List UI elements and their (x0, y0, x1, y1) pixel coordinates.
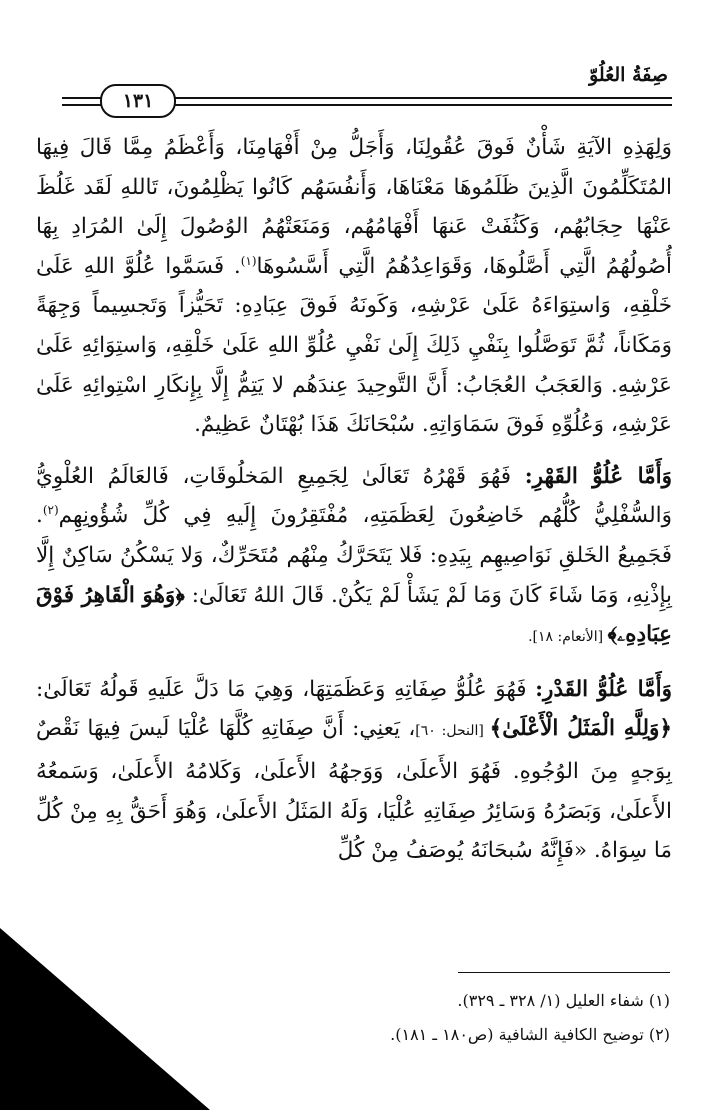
verse-reference-2: [النحل: ٦٠] (415, 723, 490, 740)
verse-reference-1: [الأنعام: ١٨]. (528, 629, 608, 646)
paragraph-3-text: فَهُوَ عُلُوُّ صِفَاتِهِ وَعَظَمَتِهَا، وَهِيَ مَا دَلَّ عَلَيهِ قَولُهُ تَعَالَىٰ: (36, 676, 536, 702)
page-header (0, 0, 708, 120)
footnotes (38, 984, 670, 1052)
footnote-separator (458, 972, 670, 973)
paragraph-2-heading: وَأَمَّا عُلُوُّ القَهْرِ: (524, 463, 673, 489)
paragraph-2-text: فَهُوَ قَهْرُهُ تَعَالَىٰ لِجَمِيعِ المَخلُوقَاتِ، فَالعَالَمُ العُلْوِيُّ وَالسُّفْلِيُّ كُلُّهُم خَاضِعُونَ لِعَظَمَتِهِ، مُفْتَقِرُونَ إِلَيهِ فِي كُلِّ شُؤُونِهِم (36, 463, 672, 529)
paragraph-3-heading: وَأَمَّا عُلُوُّ القَدْرِ: (535, 676, 673, 702)
running-title: صِفَةُ العُلُوّ (589, 64, 668, 86)
paragraph-1-text: وَلِهَذِهِ الآيَةِ شَأْنٌ فَوقَ عُقُولِنَا، وَأَجَلُّ مِنْ أَفْهَامِنَا، وَأَعْظَمُ مِمَّا قَالَ فِيهَا المُتَكَلِّمُونَ الَّذِينَ ظَلَمُوهَا مَعْنَاهَا، وَأَنفُسَهُم كَانُوا يَظْلِمُونَ، تَاللهِ لَقَد غَلُظَ عَنْهَا حِجَابُهُم، وَكَثُفَتْ عَنهَا أَفْهَامُهُم، وَمَنَعَتْهُمُ الوُصُولَ إِلَىٰ المُرَادِ بِهَا أُصُولُهُمُ الَّتِي أَصَّلُوهَا، وَقَوَاعِدُهُمُ الَّتِي أَسَّسُوهَا (36, 135, 672, 279)
quran-verse-2: ﴿وَلِلَّهِ الْمَثَلُ الْأَعْلَىٰ﴾ (489, 716, 672, 742)
footnote-1: (١) شفاء العليل (١/ ٣٢٨ ـ ٣٢٩). (457, 991, 670, 1010)
paragraph-2-continuation: . فَجَمِيعُ الخَلقِ نَوَاصِيهِم بِيَدِهِ: فَلا يَتَحَرَّكُ مِنْهُم مُتَحَرِّكٌ، وَلا يَسْكُنُ سَاكِنٌ إِلَّا بِإِذْنِهِ، وَمَا شَاءَ كَانَ وَمَا لَمْ يَشَأْ لَمْ يَكُنْ. قَالَ اللهُ تَعَالَىٰ: (36, 503, 672, 608)
page-number-badge: ١٣١ (100, 84, 176, 118)
footnote-marker-2: (٢) (42, 503, 59, 518)
paragraph-2 (36, 457, 672, 658)
paragraph-3-continuation: ، يَعنِي: أَنَّ صِفَاتِهِ كُلَّهَا عُلْيَا لَيسَ فِيهَا نَقْصٌ بِوَجهٍ مِنَ الوُجُوهِ. فَهُوَ الأَعلَىٰ، وَوَجهُهُ الأَعلَىٰ، وَكَلامُهُ الأَعلَىٰ، وَسَمعُهُ الأَعلَىٰ، وَبَصَرُهُ وَسَائِرُ صِفَاتِهِ عُلْيَا، وَلَهُ المَثَلُ الأَعلَىٰ، وَهُوَ أَحَقُّ بِهِ مِنْ كُلِّ مَا سِوَاهُ. «فَإِنَّهُ سُبحَانَهُ يُوصَفُ مِنْ كُلِّ (36, 716, 672, 864)
paragraph-3 (36, 670, 672, 871)
paragraph-1 (36, 128, 672, 445)
quran-verse-1: ﴿وَهُوَ الْقَاهِرُ فَوْقَ عِبَادِهِۦ﴾ (36, 582, 672, 648)
paragraph-1-continuation: . فَسَمَّوا عُلُوَّ اللهِ عَلَىٰ خَلْقِهِ، وَاستِوَاءَهُ عَلَىٰ عَرْشِهِ، وَكَونَهُ فَوقَ عِبَادِهِ: تَحَيُّزاً وَتَجسِيماً وَجِهَةً وَمَكَاناً، ثُمَّ تَوَصَّلُوا بِنَفْيِ ذَلِكَ إِلَىٰ نَفْيِ عُلُوِّ اللهِ عَلَىٰ خَلْقِهِ، وَاستِوَائِهِ عَلَىٰ عَرْشِهِ. وَالعَجَبُ العُجَابُ: أَنَّ التَّوحِيدَ عِندَهُم لا يَتِمُّ إِلَّا بِإِنكَارِ اسْتِوائِهِ عَلَىٰ عَرْشِهِ، وَعُلُوِّهِ فَوقَ سَمَاوَاتِهِ. سُبْحَانَكَ هَذَا بُهْتَانٌ عَظِيمٌ. (36, 253, 672, 438)
main-text (36, 128, 672, 883)
footnote-marker-1: (١) (240, 253, 257, 268)
footnote-2: (٢) توضيح الكافية الشافية (ص١٨٠ ـ ١٨١). (390, 1025, 670, 1044)
